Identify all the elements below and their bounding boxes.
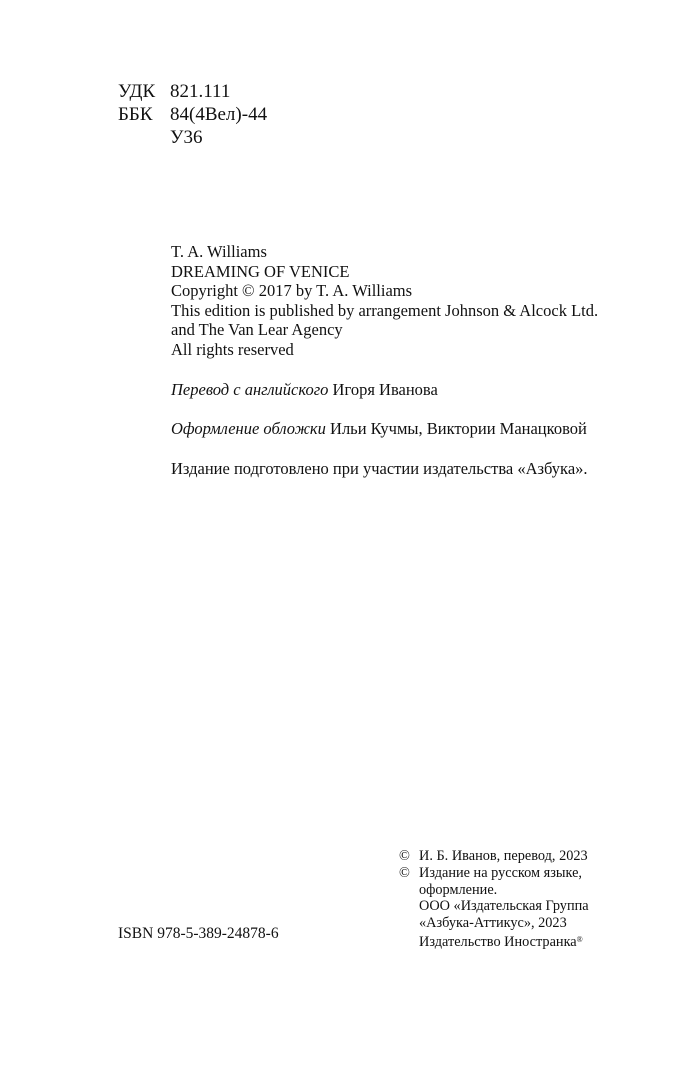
cover-design-role: Оформление обложки xyxy=(171,419,326,439)
arrangement-line-1: This edition is published by arrangement Johnson & Alcock Ltd. xyxy=(171,300,599,320)
bbk-value: 84(4Вел)-44 xyxy=(170,104,268,125)
copyright-notices xyxy=(399,848,619,951)
udk-label: УДК xyxy=(118,81,156,102)
copyright-symbol: © xyxy=(399,848,410,864)
translator-name: Игоря Иванова xyxy=(328,379,438,399)
copyright-symbol: © xyxy=(399,864,410,881)
notice-translation-text: И. Б. Иванов, перевод, 2023 xyxy=(419,848,588,864)
cover-designer-names: Ильи Кучмы, Виктории Манацковой xyxy=(325,419,587,439)
notice-edition-line-1: Издание на русском языке, xyxy=(419,864,582,881)
notice-edition-line-4: «Азбука-Аттикус», 2023 xyxy=(419,915,567,932)
cover-design-credit xyxy=(171,419,641,439)
bbk-label: ББК xyxy=(118,104,153,125)
publisher-imprint-name: Издательство Иностранка xyxy=(419,933,577,950)
arrangement-line-2: and The Van Lear Agency xyxy=(171,320,343,340)
edition-info-block xyxy=(171,242,641,478)
isbn: ISBN 978-5-389-24878-6 xyxy=(118,925,279,942)
copyright-notice-edition xyxy=(399,865,619,951)
rights-reserved: All rights reserved xyxy=(171,339,294,359)
author-sign: У36 xyxy=(170,127,203,148)
notice-edition-line-2: оформление. xyxy=(419,881,498,898)
udk-row xyxy=(118,80,267,103)
publisher-note: Издание подготовлено при участии издательства «Азбука». xyxy=(171,458,588,478)
translation-role: Перевод с английского xyxy=(171,379,329,399)
notice-edition-line-5 xyxy=(419,932,619,951)
udk-value: 821.111 xyxy=(170,81,231,102)
registered-mark: ® xyxy=(576,934,583,944)
original-copyright: Copyright © 2017 by T. A. Williams xyxy=(171,281,413,301)
bbk-row xyxy=(118,103,267,126)
notice-edition-line-3: ООО «Издательская Группа xyxy=(419,898,589,915)
original-title: DREAMING OF VENICE xyxy=(171,261,350,281)
author-sign-row xyxy=(118,126,267,149)
classification-block xyxy=(118,80,267,149)
original-author: T. A. Williams xyxy=(171,242,267,261)
copyright-notice-translation xyxy=(399,848,619,865)
translation-credit xyxy=(171,380,641,400)
